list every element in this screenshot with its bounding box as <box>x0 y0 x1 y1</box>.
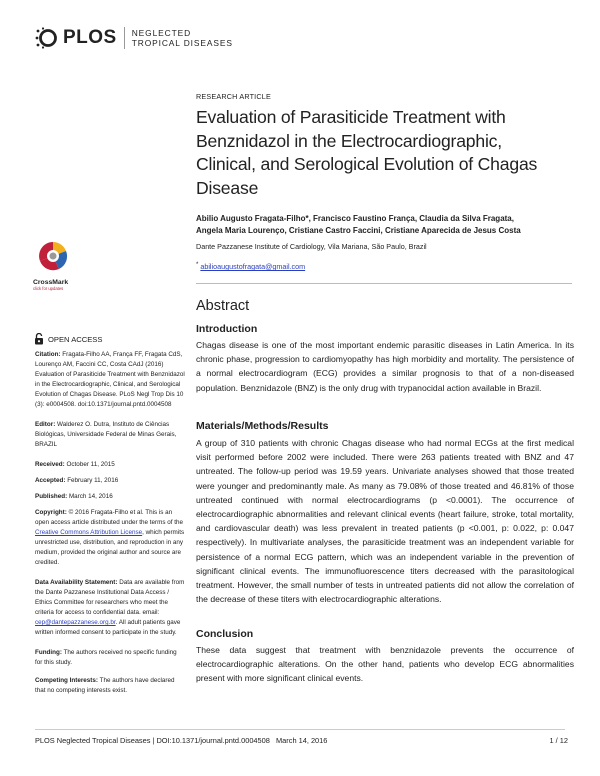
received-date: October 11, 2015 <box>66 461 115 468</box>
conclusion-text: These data suggest that treatment with benznidazole prevents the occurrence of electrocardiographic alterations. On the other hand, patients who develop ECG abnormalities present with more significant clinical events. <box>196 645 574 684</box>
logo-word: PLOS <box>63 27 117 48</box>
citation-text: Fragata-Filho AA, França FF, Fragata CdS, Lourenço AM, Faccini CC, Costa CAdJ (2016) Evaluation of Parasiticide Treatment with Benznidazol in the Electrocardiographic, Clinical, and Serological Evolution of Chagas Disease. PLoS Negl Trop Dis 10 (3): e0004508. doi:10.1371/journal.pntd.0004508 <box>35 351 185 409</box>
corresponding-mark: * <box>196 262 199 268</box>
conclusion-heading: Conclusion <box>196 628 254 640</box>
article-type: RESEARCH ARTICLE <box>196 92 271 101</box>
email-link[interactable]: abilioaugustofragata@gmail.com <box>200 262 306 271</box>
plos-dots-icon <box>35 27 61 49</box>
logo-divider <box>124 27 125 49</box>
journal-line-2: TROPICAL DISEASES <box>131 38 233 48</box>
crossmark-icon <box>33 239 73 273</box>
competing-interests-label: Competing Interests: <box>35 677 98 684</box>
methods-text: A group of 310 patients with chronic Chagas disease who had normal ECGs at the first medical visit performed before 2002 were included. There were 263 patients treated with BNZ and 47 untreated. The follow-up period was 19.59 years. Univariate analyses showed that those treated were younger and predominantly male. As many as 79.08% of those treated and 46.81% of those untreated continued with normal electrocardiograms (p <0.0001). The occurrence of electrocardiographic abnormalities and relevant clinical events (heart failure, stroke, total mortality, and cardiovascular death) was less prevalent in treated patients (p <0.001, p: 0.022, p: 0.047 respectively). In multivariate analyses, the parasiticide treatment was an independent variable for persistence of a normal ECG pattern, which was an independent variable in the prevention of significant clinical events. The immunofluorescence titers decreased with the parasitological treatment. However, the small number of tests in untreated patients did not allow the correlation of the decrease of these titers with electrocardiographic alterations. <box>196 438 574 605</box>
journal-name <box>132 28 233 48</box>
crossmark-sub: click for updates <box>33 286 64 291</box>
published-label: Published: <box>35 493 68 500</box>
journal-line-1: NEGLECTED <box>131 28 192 38</box>
editor-text: Walderez O. Dutra, Instituto de Ciências Biológicas, Universidade Federal de Minas Gerais, BRAZIL <box>35 421 177 449</box>
citation-label: Citation: <box>35 351 61 358</box>
crossmark-label: CrossMark <box>33 279 69 286</box>
citation-block <box>35 350 185 411</box>
affiliation: Dante Pazzanese Institute of Cardiology, Vila Mariana, São Paulo, Brazil <box>196 242 427 251</box>
introduction-text: Chagas disease is one of the most important endemic parasitic diseases in Latin America. In its chronic phase, progression to cardiomyopathy has high morbidity and mortality. The persistence of a normal electrocardiogram (ECG) provides a similar prognosis to that of a non-diseased population. Benznidazole (BNZ) is the only drug with trypanocidal action available in Brazil. <box>196 340 574 393</box>
data-availability-pre: Data are available from the Dante Pazzanese Institutional Data Access / Ethics Committee for researchers who meet the criteria for access to confidential data. email: <box>35 579 185 617</box>
authors-line-2: Angela Maria Lourenço, Cristiane Castro Faccini, Cristiane Aparecida de Jesus Costa <box>196 225 521 235</box>
accepted-date: February 11, 2016 <box>67 477 119 484</box>
license-link[interactable]: Creative Commons Attribution License <box>35 529 143 537</box>
methods-heading: Materials/Methods/Results <box>196 420 329 432</box>
funding-block <box>35 648 185 668</box>
accepted-label: Accepted: <box>35 477 66 484</box>
footer-citation: PLOS Neglected Tropical Diseases | DOI:10.1371/journal.pntd.0004508 March 14, 2016 <box>35 736 328 745</box>
authors-line-1: Abilio Augusto Fragata-Filho*, Francisco Faustino França, Claudia da Silva Fragata, <box>196 214 514 223</box>
data-email-link[interactable]: cep@dantepazzanese.org.br <box>35 619 116 627</box>
editor-block <box>35 420 185 450</box>
corresponding-email <box>196 262 305 271</box>
data-availability-block <box>35 578 185 639</box>
received-label: Received: <box>35 461 65 468</box>
data-availability-label: Data Availability Statement: <box>35 579 118 586</box>
competing-interests-text: The authors have declared that no competing interests exist. <box>35 677 175 695</box>
funding-text: The authors received no specific funding for this study. <box>35 649 177 667</box>
crossmark-badge[interactable] <box>33 239 73 291</box>
abstract-heading: Abstract <box>196 298 250 314</box>
open-access-badge <box>34 333 102 345</box>
published-block <box>35 492 185 502</box>
article-title: Evaluation of Parasiticide Treatment with Benznidazol in the Electrocardiographic, Clinical, and Serological Evolution of Chagas Disease <box>196 107 538 198</box>
accepted-block <box>35 476 185 486</box>
editor-label: Editor: <box>35 421 56 428</box>
competing-interests-block <box>35 676 185 696</box>
received-block <box>35 460 185 470</box>
published-date: March 14, 2016 <box>68 493 113 500</box>
copyright-pre: © 2016 Fragata-Filho et al. This is an open access article distributed under the terms of the <box>35 509 184 527</box>
data-availability-post: . All adult patients gave written informed consent to participate in the study. <box>35 619 181 637</box>
author-list <box>196 213 576 237</box>
open-access-label: OPEN ACCESS <box>48 334 103 344</box>
copyright-label: Copyright: <box>35 509 67 516</box>
divider-top <box>196 283 572 284</box>
divider-bottom <box>35 729 565 730</box>
copyright-block <box>35 508 185 569</box>
open-lock-icon <box>34 333 44 345</box>
funding-label: Funding: <box>35 649 62 656</box>
plos-logo[interactable] <box>35 27 233 49</box>
introduction-heading: Introduction <box>196 323 258 335</box>
page-number: 1 / 12 <box>549 736 568 745</box>
copyright-post: , which permits unrestricted use, distribution, and reproduction in any medium, provided the original author and source are credited. <box>35 529 185 567</box>
